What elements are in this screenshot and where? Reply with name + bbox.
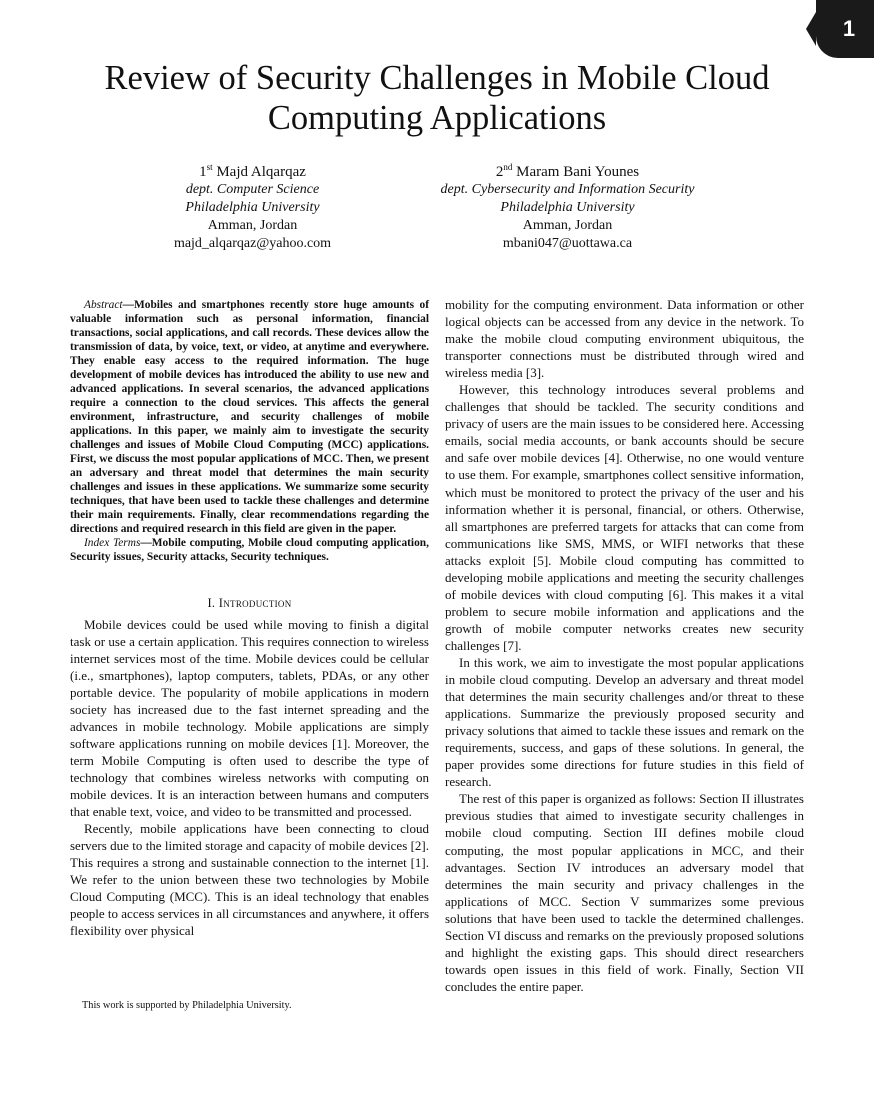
section-heading: I. Introduction: [207, 596, 292, 610]
author-name: 2nd Maram Bani Younes: [495, 162, 640, 180]
author-dept: dept. Cybersecurity and Information Security: [440, 182, 695, 197]
author-block-2: [410, 158, 725, 253]
abstract-text: —Mobiles and smartphones recently store huge amounts of valuable information such as personal information, financial transactions, social applications, and call records. These devices allow the transmission of data, by voice, text, or video, at anytime and everywhere. They enable easy access to the required information. The huge development of mobile devices has introduced the ability to use new and advanced applications. In several scenarios, the advanced applications require a connection to the cloud services. This affects the general environment, infrastructure, and security challenges of mobile applications. In this paper, we mainly aim to investigate the security challenges and issues of Mobile Cloud Computing (MCC) applications. First, we discuss the most popular applications of MCC. Then, we present an adversary and threat model that determines the main security challenges and issues in these applications. We summarize some security techniques, that have been used to tackle these challenges and determine their main requirements. Finally, clear recommendations regarding the directions and required research in this field are given in the paper.: [70, 299, 429, 535]
page-number-badge: 1: [816, 0, 874, 58]
body-paragraph: In this work, we aim to investigate the most popular applications in mobile cloud computing. Develop an adversary and threat model that determines the main security challenges and/or threat to these applications. Summarize the previously proposed security and privacy solutions that aimed to tackle these issues and remark on the requirements, success, and gaps of these solutions. In general, the paper provides some directions for future studies in this field of research.: [445, 654, 804, 790]
abstract: [70, 298, 429, 536]
author-location: Amman, Jordan: [522, 218, 613, 233]
index-terms: [70, 536, 429, 564]
index-terms-label: Index Terms: [84, 537, 141, 549]
index-terms-text: —Mobile computing, Mobile cloud computing application, Security issues, Security attacks, Security techniques.: [70, 537, 429, 563]
author-name: 1st Majd Alqarqaz: [199, 162, 306, 180]
author-email: majd_alqarqaz@yahoo.com: [173, 236, 332, 251]
paper-title: Review of Security Challenges in Mobile Cloud Computing Applications: [104, 59, 770, 137]
author-dept: dept. Computer Science: [185, 182, 320, 197]
body-paragraph: However, this technology introduces several problems and challenges that should be tackled. The security conditions and privacy of users are the main issues to be considered here. Accessing emails, social media accounts, or bank accounts should be secure and safe over mobile devices [4]. Otherwise, no one would venture to use them. For example, smartphones collect sensitive information, which must be monitored to protect the privacy of the user and his information whether it is personal, financial, or others. Otherwise, all smartphones are preferred targets for attacks that can come from communications like SMS, MMS, or WIFI networks that these attacks exploit [5]. Mobile cloud computing has committed to developing mobile applications and meeting the security challenges of mobile devices with cloud computing [6]. This makes it a vital problem to secure mobile information and applications and the growth of mobile computer networks creates new security challenges [7].: [445, 382, 804, 653]
author-university: Philadelphia University: [185, 200, 320, 215]
footnote: This work is supported by Philadelphia University.: [82, 1000, 292, 1011]
author-block-1: [95, 158, 410, 253]
body-paragraph: Mobile devices could be used while moving to finish a digital task or use a certain application. This requires connection to wireless internet services most of the time. Mobile devices could be cellular (i.e., smartphones), laptop computers, tablets, PDAs, or any other portable device. The popularity of mobile applications in modern society has increased due to the fast internet spreading and the advances in mobile technology. Mobile applications are simply software applications running on mobile devices [1]. Moreover, the term Mobile Computing is often used to describe the type of technology that combines wireless networks with computing on mobile devices. It is an interaction between humans and computers that enable text, voice, and video to be transmitted and processed.: [70, 617, 429, 819]
author-email: mbani047@uottawa.ca: [502, 236, 633, 251]
right-column: [445, 296, 804, 995]
body-paragraph: Recently, mobile applications have been connecting to cloud servers due to the limited storage and capacity of mobile devices [2]. This requires a strong and sustainable connection to the internet [1]. We refer to the union between these two technologies by Mobile Cloud Computing (MCC). This is an ideal technology that enables people to access services in all circumstances and anywhere, it offers flexibility over physical: [70, 821, 429, 938]
author-university: Philadelphia University: [500, 200, 635, 215]
author-location: Amman, Jordan: [207, 218, 298, 233]
body-paragraph: mobility for the computing environment. Data information or other logical objects can be accessed from any device in the network. To make the mobile cloud computing environment ubiquitous, the transporter connections must be distributed through wired and wireless media [3].: [445, 297, 804, 381]
body-paragraph: The rest of this paper is organized as follows: Section II illustrates previous studies that aimed to investigate security challenges in mobile cloud computing. Section III defines mobile cloud computing, the most popular applications in MCC, and their advantages. Section IV introduces an adversary model that determines the main security and privacy challenges in the applications of MCC. Section V summarizes some previous solutions that have been used to tackle the determined challenges. Section VI discuss and remarks on the previously proposed solutions and highlight the existing gaps. This should direct researchers towards open issues in this field of work. Finally, Section VII concludes the entire paper.: [445, 791, 804, 994]
abstract-label: Abstract: [84, 299, 123, 311]
left-column: [70, 298, 429, 939]
